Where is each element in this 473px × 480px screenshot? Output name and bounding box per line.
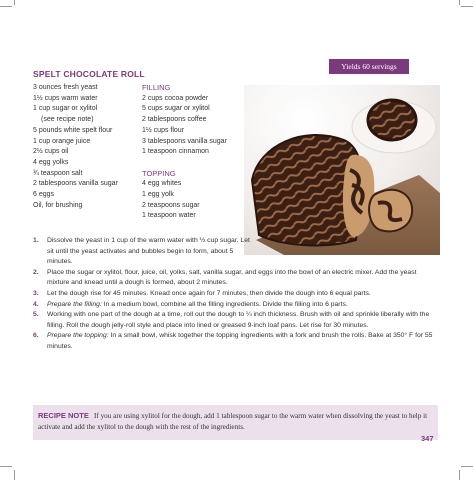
crop-mark — [0, 466, 12, 467]
ingredient: 2 teaspoons sugar — [142, 201, 200, 209]
ingredient: 3 tablespoons vanilla sugar — [142, 137, 227, 145]
ingredient: 4 egg yolks — [33, 158, 69, 166]
direction-step: 4. Prepare the filling: In a medium bowl, combine all the filling ingredients. Divide the filling into 6 parts. — [33, 300, 348, 308]
ingredient: 1 teaspoon cinnamon — [142, 148, 209, 156]
direction-step: 2. Place the sugar or xylitol, flour, juice, oil, yolks, salt, vanilla sugar, and eggs into the bowl of an electric mixer. Add the yeast mixture and knead until a dough is formed, about 2 minutes. — [33, 268, 417, 287]
ingredient: 5 pounds white spelt flour — [33, 126, 113, 134]
filling-topping-ingredients — [142, 83, 227, 222]
ingredient: 1 egg yolk — [142, 191, 174, 199]
recipe-directions — [33, 236, 438, 353]
crop-mark — [459, 0, 460, 5]
ingredient: 3 ounces fresh yeast — [33, 84, 98, 91]
ingredient: Oil, for brushing — [33, 201, 83, 209]
chocolate-babka-photo — [244, 85, 440, 255]
crop-mark — [14, 0, 15, 5]
direction-step: 6. Prepare the topping: In a small bowl, whisk together the topping ingredients with a fork and brush the rolls. Bake at 350° F for 55 minutes. — [33, 332, 433, 350]
ingredient: 1½ cups warm water — [33, 94, 98, 102]
recipe-note-text: If you are using xylitol for the dough, add 1 tablespoon sugar to the warm water when dissolving the yeast to help it activate and add the xylitol to the dough with the rest of the ingredients. — [38, 412, 428, 431]
ingredient: 1 teaspoon water — [142, 212, 196, 220]
crop-mark — [461, 6, 473, 7]
page-number: 347 — [421, 434, 434, 443]
ingredient: 1 cup orange juice — [33, 137, 91, 145]
recipe-note-heading: RECIPE NOTE — [38, 411, 89, 420]
ingredient: ¾ teaspoon salt — [33, 169, 83, 177]
crop-mark — [461, 466, 473, 467]
ingredient: 4 egg whites — [142, 180, 182, 188]
filling-heading: FILLING — [142, 83, 171, 92]
ingredient: 6 eggs — [33, 191, 55, 199]
topping-heading: TOPPING — [142, 168, 176, 178]
ingredient: 5 cups sugar or xylitol — [142, 105, 210, 113]
ingredient: 1 cup sugar or xylitol — [33, 105, 98, 113]
crop-mark — [0, 6, 12, 7]
yield-badge: Yields 60 servings — [329, 59, 409, 74]
direction-step: 3. Let the dough rise for 45 minutes. Knead once again for 7 minutes, then divide the dough into 6 equal parts. — [33, 289, 371, 297]
ingredient: 2½ cups oil — [33, 148, 69, 156]
crop-mark — [459, 470, 460, 480]
direction-step: 1. Dissolve the yeast in 1 cup of the warm water with ½ cup sugar. Let sit until the yeast activates and bubbles begin to form, about 5 minutes. — [33, 237, 250, 266]
ingredient: 2 tablespoons coffee — [142, 116, 207, 124]
ingredient: 2 tablespoons vanilla sugar — [33, 180, 118, 188]
ingredient: 1½ cups flour — [142, 126, 185, 134]
ingredient: (see recipe note) — [41, 116, 94, 124]
crop-mark — [14, 470, 15, 480]
recipe-title: SPELT CHOCOLATE ROLL — [33, 69, 145, 79]
direction-step: 5. Working with one part of the dough at a time, roll out the dough to ¼ inch thickness. Brush with oil and sprinkle liberally with the filling. Roll the dough jelly-roll style and place into lined or greased 9-inch loaf pans. Let rise for 30 minutes. — [33, 311, 430, 329]
dough-ingredients — [33, 83, 118, 211]
ingredient: 2 cups cocoa powder — [142, 94, 209, 102]
recipe-note-box — [33, 405, 438, 440]
